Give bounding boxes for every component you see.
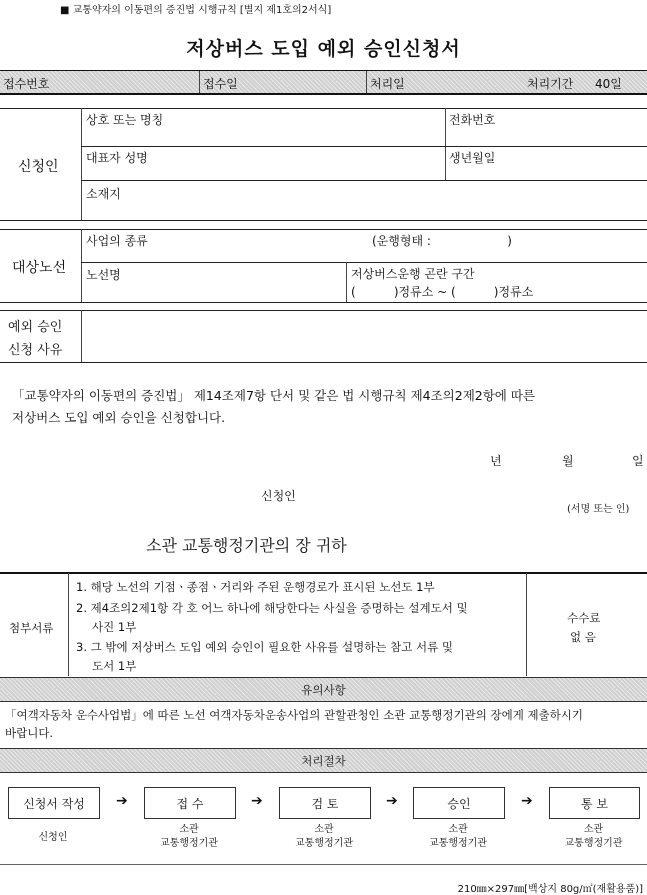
receipt-number-label: 접수번호 bbox=[3, 77, 50, 91]
procedure-header: 처리절차 bbox=[301, 754, 346, 768]
receipt-date-label: 접수일 bbox=[203, 77, 238, 91]
stops-range-field[interactable]: ( )정류소 ~ ( )정류소 bbox=[351, 285, 534, 299]
step-receive-label: 접 수 bbox=[176, 796, 204, 811]
step-approve-actor2: 교통행정기관 bbox=[429, 838, 487, 849]
step-approve-box bbox=[413, 787, 505, 819]
step-apply-actor: 신청인 bbox=[38, 832, 68, 843]
step-receive-actor2: 교통행정기관 bbox=[160, 838, 218, 849]
law-reference: ■ 교통약자의 이동편의 증진법 시행규칙 [별지 제1호의2서식] bbox=[60, 5, 332, 16]
reason-label-line1: 예외 승인 bbox=[8, 320, 63, 335]
fee-label: 수수료 bbox=[567, 611, 601, 625]
operation-type-field[interactable]: (운행형태 : ) bbox=[372, 234, 512, 248]
step-apply-box bbox=[8, 787, 100, 819]
route-section-label: 대상노선 bbox=[12, 260, 67, 276]
step-approve-actor: 소관 bbox=[448, 824, 468, 835]
notice-line2: 바랍니다. bbox=[5, 726, 54, 740]
step-notify-actor: 소관 bbox=[583, 824, 604, 835]
reason-input-area[interactable] bbox=[84, 313, 644, 359]
step-notify-label: 통 보 bbox=[581, 796, 608, 811]
birth-date-field[interactable]: 생년월일 bbox=[449, 151, 496, 165]
arrow-right-icon: ➔ bbox=[521, 793, 533, 809]
statement-line2: 저상버스 도입 예외 승인을 신청합니다. bbox=[12, 410, 226, 425]
phone-field[interactable]: 전화번호 bbox=[449, 113, 496, 127]
applicant-section-label: 신청인 bbox=[18, 159, 59, 175]
arrow-right-icon: ➔ bbox=[386, 793, 398, 809]
attachment-item-1: 1. 해당 노선의 기점ㆍ종점ㆍ거리와 주된 운행경로가 표시된 노선도 1부 bbox=[76, 580, 435, 594]
step-notify-actor2: 교통행정기관 bbox=[564, 838, 623, 849]
paper-spec: 210㎜×297㎜[백상지 80g/㎡(재활용품)] bbox=[457, 884, 643, 895]
reason-label-line2: 신청 사유 bbox=[8, 343, 63, 358]
attachment-item-3-cont: 도서 1부 bbox=[92, 659, 137, 673]
date-month-label: 월 bbox=[562, 454, 574, 468]
step-receive-box bbox=[144, 787, 236, 819]
arrow-right-icon: ➔ bbox=[251, 793, 263, 809]
statement-line1: 「교통약자의 이동편의 증진법」 제14조제7항 단서 및 같은 법 시행규칙 제4조의2제2항에 따른 bbox=[12, 388, 536, 403]
attachments-label: 첨부서류 bbox=[9, 621, 54, 635]
step-review-actor: 소관 bbox=[314, 824, 334, 835]
form-title: 저상버스 도입 예외 승인신청서 bbox=[186, 38, 461, 60]
step-notify-box bbox=[549, 787, 640, 819]
representative-name-field[interactable]: 대표자 성명 bbox=[86, 151, 148, 165]
step-apply-label: 신청서 작성 bbox=[23, 796, 85, 811]
difficult-section-label: 저상버스운행 곤란 구간 bbox=[351, 267, 475, 281]
notice-header: 유의사항 bbox=[301, 683, 346, 697]
process-date-label: 처리일 bbox=[370, 77, 405, 91]
addressee: 소관 교통행정기관의 장 귀하 bbox=[146, 536, 347, 555]
step-receive-actor: 소관 bbox=[179, 824, 199, 835]
attachment-item-2: 2. 제4조의2제1항 각 호 어느 하나에 해당한다는 사실을 증명하는 설계도서 및 bbox=[76, 601, 468, 615]
business-type-field[interactable]: 사업의 종류 bbox=[86, 234, 148, 248]
step-review-label: 검 토 bbox=[311, 796, 339, 811]
step-approve-label: 승인 bbox=[447, 796, 471, 811]
route-name-field[interactable]: 노선명 bbox=[86, 268, 121, 282]
process-period-label: 처리기간 bbox=[527, 77, 574, 91]
date-day-label: 일 bbox=[632, 454, 644, 468]
signatory-label: 신청인 bbox=[261, 489, 296, 503]
signature-note: (서명 또는 인) bbox=[567, 504, 630, 515]
arrow-right-icon: ➔ bbox=[116, 793, 128, 809]
process-period-value: 40일 bbox=[595, 77, 622, 91]
step-review-actor2: 교통행정기관 bbox=[295, 838, 353, 849]
company-name-field[interactable]: 상호 또는 명칭 bbox=[86, 113, 164, 127]
notice-line1: 「여객자동차 운수사업법」에 따른 노선 여객자동차운송사업의 관할관청인 소관 교통행정기관의 장에게 제출하시기 bbox=[5, 708, 584, 722]
address-field[interactable]: 소재지 bbox=[86, 187, 121, 201]
attachment-item-3: 3. 그 밖에 저상버스 도입 예외 승인이 필요한 사유를 설명하는 참고 서류 및 bbox=[76, 640, 453, 654]
attachment-item-2-cont: 사진 1부 bbox=[92, 620, 137, 634]
date-year-label: 년 bbox=[490, 454, 502, 468]
step-review-box bbox=[279, 787, 371, 819]
fee-value: 없 음 bbox=[570, 630, 596, 644]
